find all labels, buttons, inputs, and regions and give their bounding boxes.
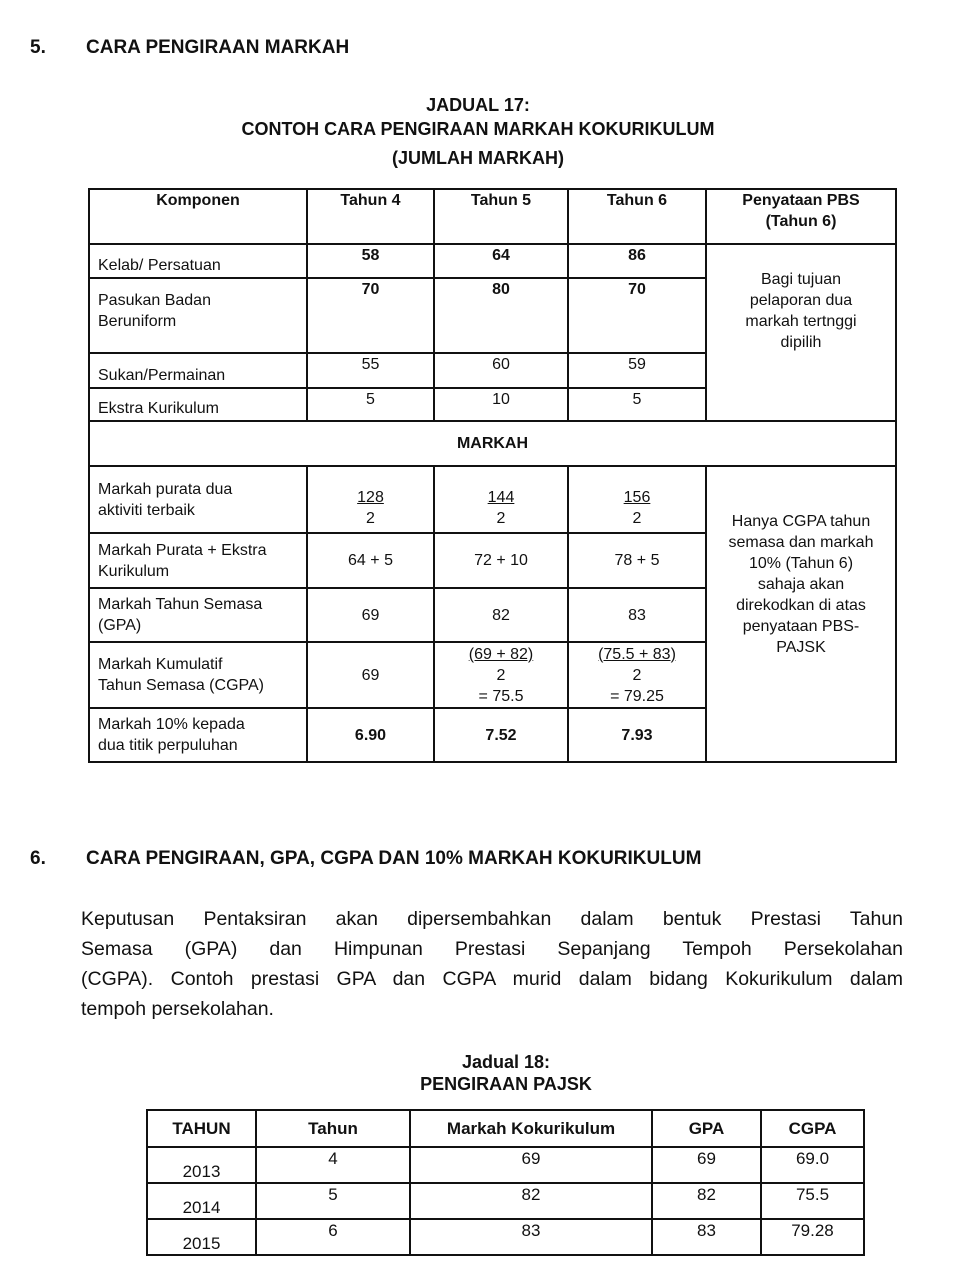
cell-value: 69 — [307, 642, 434, 708]
cell-value: 82 — [434, 588, 568, 642]
row-label — [89, 278, 307, 353]
row-label-line: (GPA) — [98, 617, 142, 634]
fraction-denominator: 2 — [366, 510, 375, 527]
table17-caption-1: JADUAL 17: — [426, 95, 530, 115]
header-tahun-4: Tahun 4 — [307, 189, 434, 244]
fraction-denominator: 2 — [496, 510, 506, 527]
section-5-number: 5. — [30, 37, 46, 58]
section-6-title: CARA PENGIRAAN, GPA, CGPA DAN 10% MARKAH KOKURIKULUM — [86, 848, 702, 869]
header-cgpa: CGPA — [761, 1110, 864, 1147]
header-gpa: GPA — [652, 1110, 761, 1147]
row-label-line: Markah 10% kepada — [98, 716, 245, 733]
row-label-line: Markah purata dua — [98, 480, 233, 498]
cell-gpa: 83 — [652, 1219, 761, 1255]
fraction-cell — [568, 642, 706, 708]
table-row — [89, 466, 896, 533]
cell-cgpa: 75.5 — [761, 1183, 864, 1219]
cell-gpa: 69 — [652, 1147, 761, 1183]
fraction-numerator: 128 — [357, 489, 384, 506]
cell-markah: 69 — [410, 1147, 652, 1183]
row-label — [89, 642, 307, 708]
fraction-numerator: 144 — [487, 489, 515, 506]
note2-line: semasa dan markah — [728, 534, 874, 551]
note2-line: direkodkan di atas — [736, 597, 866, 614]
cell-value: 5 — [307, 388, 434, 421]
markah-header: MARKAH — [89, 421, 896, 466]
cell-markah: 83 — [410, 1219, 652, 1255]
cell-tahun: 6 — [256, 1219, 410, 1255]
cell-tahun: 5 — [256, 1183, 410, 1219]
header-tahun-5: Tahun 5 — [434, 189, 568, 244]
cell-gpa: 82 — [652, 1183, 761, 1219]
row-label: Sukan/Permainan — [89, 353, 307, 388]
fraction-cell — [434, 642, 568, 708]
cell-value: 7.93 — [568, 708, 706, 762]
cell-value: 64 + 5 — [307, 533, 434, 588]
header-penyataan-pbs — [706, 189, 896, 244]
header-tahun-6: Tahun 6 — [568, 189, 706, 244]
table-row — [147, 1147, 864, 1183]
fraction-result: = 79.25 — [610, 687, 664, 705]
cell-value: 80 — [434, 278, 568, 353]
cell-value: 78 + 5 — [568, 533, 706, 588]
header-tahun-year: TAHUN — [147, 1110, 256, 1147]
table18-caption-2: PENGIRAAN PAJSK — [420, 1074, 592, 1094]
cell-value: 55 — [307, 353, 434, 388]
row-label-line: Markah Tahun Semasa — [98, 596, 263, 613]
table17-caption-2: CONTOH CARA PENGIRAAN MARKAH KOKURIKULUM — [241, 119, 715, 139]
cell-cgpa: 79.28 — [761, 1219, 864, 1255]
markah-header-row — [89, 421, 896, 466]
cell-value: 64 — [434, 244, 568, 278]
cell-value: 70 — [568, 278, 706, 353]
fraction-cell — [434, 466, 568, 533]
header-penyataan-line1: Penyataan PBS — [742, 192, 860, 209]
fraction-denominator: 2 — [632, 510, 642, 527]
section-6-paragraph — [81, 904, 903, 1024]
header-tahun: Tahun — [256, 1110, 410, 1147]
note-bagi-tujuan — [706, 244, 896, 421]
table17-header-row — [89, 189, 896, 244]
row-label-line: Tahun Semasa (CGPA) — [98, 677, 264, 694]
fraction-denominator: 2 — [632, 666, 642, 684]
cell-value: 69 — [307, 588, 434, 642]
section-5-title: CARA PENGIRAAN MARKAH — [86, 37, 350, 58]
table18-header-row — [147, 1110, 864, 1147]
fraction-result: = 75.5 — [478, 687, 524, 705]
cell-value: 58 — [307, 244, 434, 278]
table17-caption-3: (JUMLAH MARKAH) — [392, 148, 564, 168]
fraction-numerator: (75.5 + 83) — [598, 645, 676, 663]
paragraph-line: (CGPA). Contoh prestasi GPA dan CGPA murid dalam bidang Kokurikulum dalam — [81, 968, 903, 990]
paragraph-line: Semasa (GPA) dan Himpunan Prestasi Sepanjang Tempoh Persekolahan — [81, 938, 903, 960]
cell-value: 10 — [434, 388, 568, 421]
paragraph-line: tempoh persekolahan. — [81, 998, 274, 1020]
row-label — [89, 708, 307, 762]
row-label-line: Pasukan Badan — [98, 292, 211, 309]
cell-year: 2015 — [147, 1219, 256, 1255]
note2-line: PAJSK — [776, 639, 826, 656]
cell-markah: 82 — [410, 1183, 652, 1219]
cell-value: 60 — [434, 353, 568, 388]
note1-line: markah tertnggi — [745, 313, 857, 330]
cell-value: 59 — [568, 353, 706, 388]
header-penyataan-line2: (Tahun 6) — [765, 213, 837, 230]
cell-cgpa: 69.0 — [761, 1147, 864, 1183]
row-label-line: Beruniform — [98, 313, 177, 330]
header-markah-kokurikulum: Markah Kokurikulum — [410, 1110, 652, 1147]
section-6-number: 6. — [30, 848, 46, 869]
note2-line: sahaja akan — [757, 576, 845, 593]
cell-value: 72 + 10 — [434, 533, 568, 588]
table-row — [147, 1219, 864, 1255]
row-label — [89, 533, 307, 588]
fraction-numerator: (69 + 82) — [468, 645, 534, 663]
fraction-cell — [568, 466, 706, 533]
row-label-line: dua titik perpuluhan — [98, 737, 238, 754]
table-row — [147, 1183, 864, 1219]
row-label: Ekstra Kurikulum — [89, 388, 307, 421]
table18-caption-1: Jadual 18: — [461, 1052, 551, 1072]
cell-value: 7.52 — [434, 708, 568, 762]
table-row — [89, 244, 896, 278]
cell-value: 5 — [568, 388, 706, 421]
note1-line: pelaporan dua — [749, 292, 853, 309]
cell-year: 2014 — [147, 1183, 256, 1219]
row-label: Kelab/ Persatuan — [89, 244, 307, 278]
note1-line: Bagi tujuan — [760, 271, 842, 288]
row-label-line: Markah Kumulatif — [98, 656, 223, 673]
cell-value: 83 — [568, 588, 706, 642]
row-label — [89, 588, 307, 642]
paragraph-line: Keputusan Pentaksiran akan dipersembahkan dalam bentuk Prestasi Tahun — [81, 908, 903, 930]
cell-year: 2013 — [147, 1147, 256, 1183]
fraction-numerator: 156 — [623, 489, 651, 506]
cell-tahun: 4 — [256, 1147, 410, 1183]
note2-line: penyataan PBS- — [742, 618, 860, 635]
cell-value: 6.90 — [307, 708, 434, 762]
row-label — [89, 466, 307, 533]
cell-value: 70 — [307, 278, 434, 353]
fraction-cell — [307, 466, 434, 533]
note2-line: 10% (Tahun 6) — [748, 555, 854, 572]
row-label-line: aktiviti terbaik — [98, 501, 195, 519]
fraction-denominator: 2 — [496, 666, 506, 684]
note2-line: Hanya CGPA tahun — [731, 513, 871, 530]
header-komponen: Komponen — [89, 189, 307, 244]
table-18 — [146, 1109, 865, 1256]
note-hanya-cgpa — [706, 466, 896, 762]
row-label-line: Markah Purata + Ekstra — [98, 541, 267, 559]
table-17 — [88, 188, 897, 763]
cell-value: 86 — [568, 244, 706, 278]
note1-line: dipilih — [780, 334, 822, 351]
row-label-line: Kurikulum — [98, 562, 170, 580]
